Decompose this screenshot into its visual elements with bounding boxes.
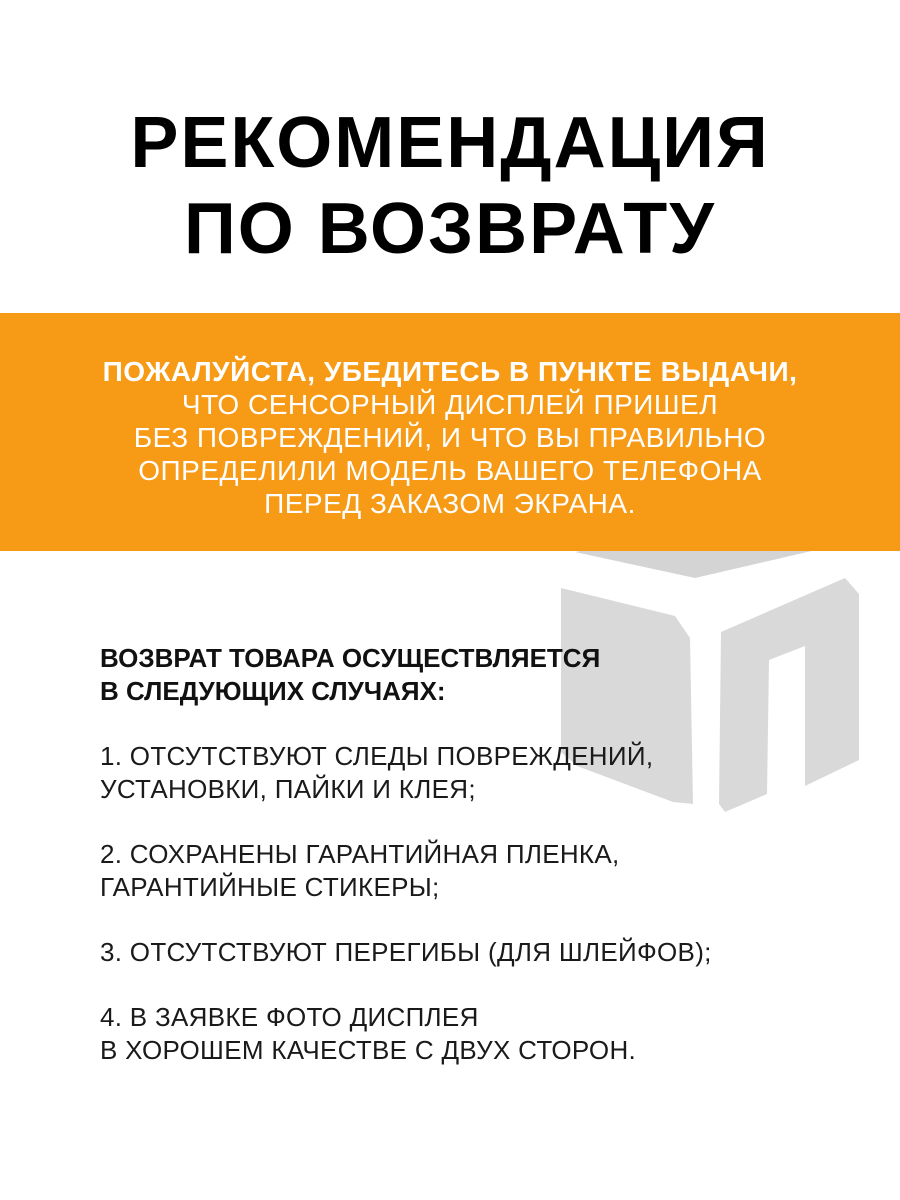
conditions-heading [100, 642, 860, 708]
condition-item-4-line-1: 4. В ЗАЯВКЕ ФОТО ДИСПЛЕЯ [100, 1002, 479, 1032]
condition-item-4 [100, 1001, 860, 1067]
notice-banner [0, 313, 900, 551]
notice-line-3: БЕЗ ПОВРЕЖДЕНИЙ, И ЧТО ВЫ ПРАВИЛЬНО [133, 422, 767, 453]
notice-text [0, 355, 900, 520]
notice-line-5: ПЕРЕД ЗАКАЗОМ ЭКРАНА. [264, 488, 636, 519]
return-conditions [100, 642, 860, 1099]
conditions-heading-line-2: В СЛЕДУЮЩИХ СЛУЧАЯХ: [100, 676, 446, 706]
condition-item-2 [100, 838, 860, 904]
notice-line-4: ОПРЕДЕЛИЛИ МОДЕЛЬ ВАШЕГО ТЕЛЕФОНА [138, 455, 762, 486]
condition-item-4-line-2: В ХОРОШЕМ КАЧЕСТВЕ С ДВУХ СТОРОН. [100, 1035, 637, 1065]
condition-item-3-line-1: 3. ОТСУТСТВУЮТ ПЕРЕГИБЫ (ДЛЯ ШЛЕЙФОВ); [100, 937, 712, 967]
notice-line-1: ПОЖАЛУЙСТА, УБЕДИТЕСЬ В ПУНКТЕ ВЫДАЧИ, [102, 356, 798, 387]
condition-item-2-line-1: 2. СОХРАНЕНЫ ГАРАНТИЙНАЯ ПЛЕНКА, [100, 839, 620, 869]
title-line-2: ПО ВОЗВРАТУ [184, 189, 716, 269]
conditions-heading-line-1: ВОЗВРАТ ТОВАРА ОСУЩЕСТВЛЯЕТСЯ [100, 643, 601, 673]
condition-item-3 [100, 936, 860, 969]
condition-item-1 [100, 740, 860, 806]
condition-item-1-line-2: УСТАНОВКИ, ПАЙКИ И КЛЕЯ; [100, 774, 476, 804]
condition-item-2-line-2: ГАРАНТИЙНЫЕ СТИКЕРЫ; [100, 872, 440, 902]
condition-item-1-line-1: 1. ОТСУТСТВУЮТ СЛЕДЫ ПОВРЕЖДЕНИЙ, [100, 741, 654, 771]
title-line-1: РЕКОМЕНДАЦИЯ [130, 103, 770, 183]
notice-line-2: ЧТО СЕНСОРНЫЙ ДИСПЛЕЙ ПРИШЕЛ [181, 389, 719, 420]
page-title [0, 100, 900, 272]
